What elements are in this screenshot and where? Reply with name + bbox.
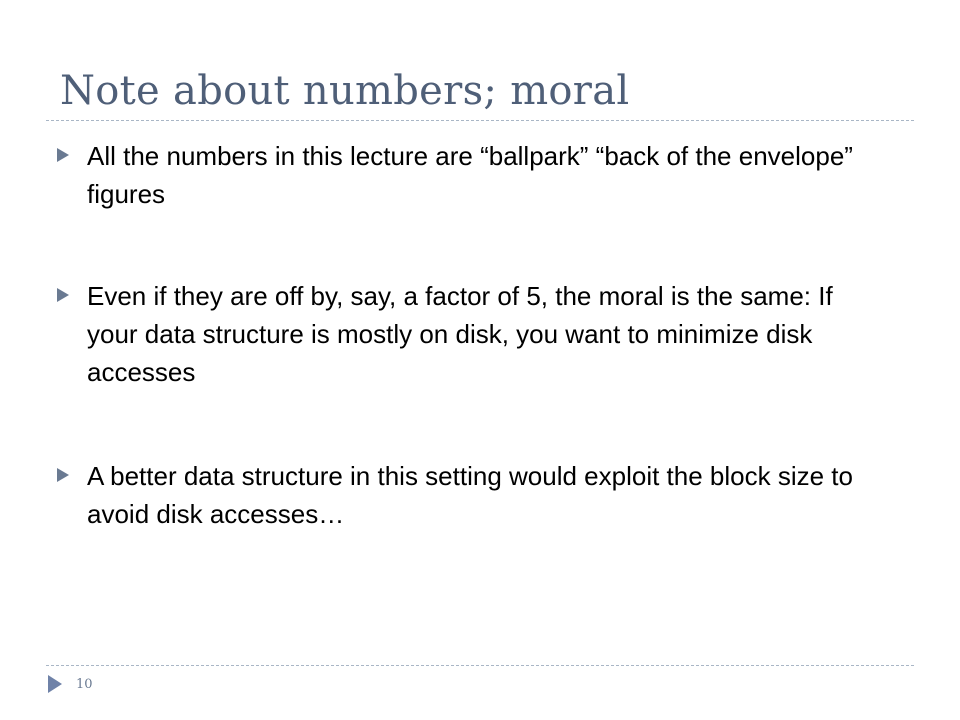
footer-triangle-icon xyxy=(48,675,62,693)
title-divider xyxy=(46,120,914,121)
bullet-item xyxy=(55,137,885,213)
bullet-triangle-icon xyxy=(55,137,87,162)
bullet-item xyxy=(55,277,885,391)
bullet-text: A better data structure in this setting would exploit the block size to avoid disk accesses… xyxy=(87,461,853,529)
bullet-text: Even if they are off by, say, a factor of 5, the moral is the same: If your data structure is mostly on disk, you want to minimize disk accesses xyxy=(87,281,833,387)
page-number: 10 xyxy=(76,677,93,692)
footer-divider xyxy=(46,665,914,666)
bullet-item xyxy=(55,457,885,533)
bullet-triangle-icon xyxy=(55,457,87,482)
bullet-text: All the numbers in this lecture are “ballpark” “back of the envelope” figures xyxy=(87,141,853,209)
bullet-triangle-icon xyxy=(55,277,87,302)
slide-title: Note about numbers; moral xyxy=(60,68,630,114)
